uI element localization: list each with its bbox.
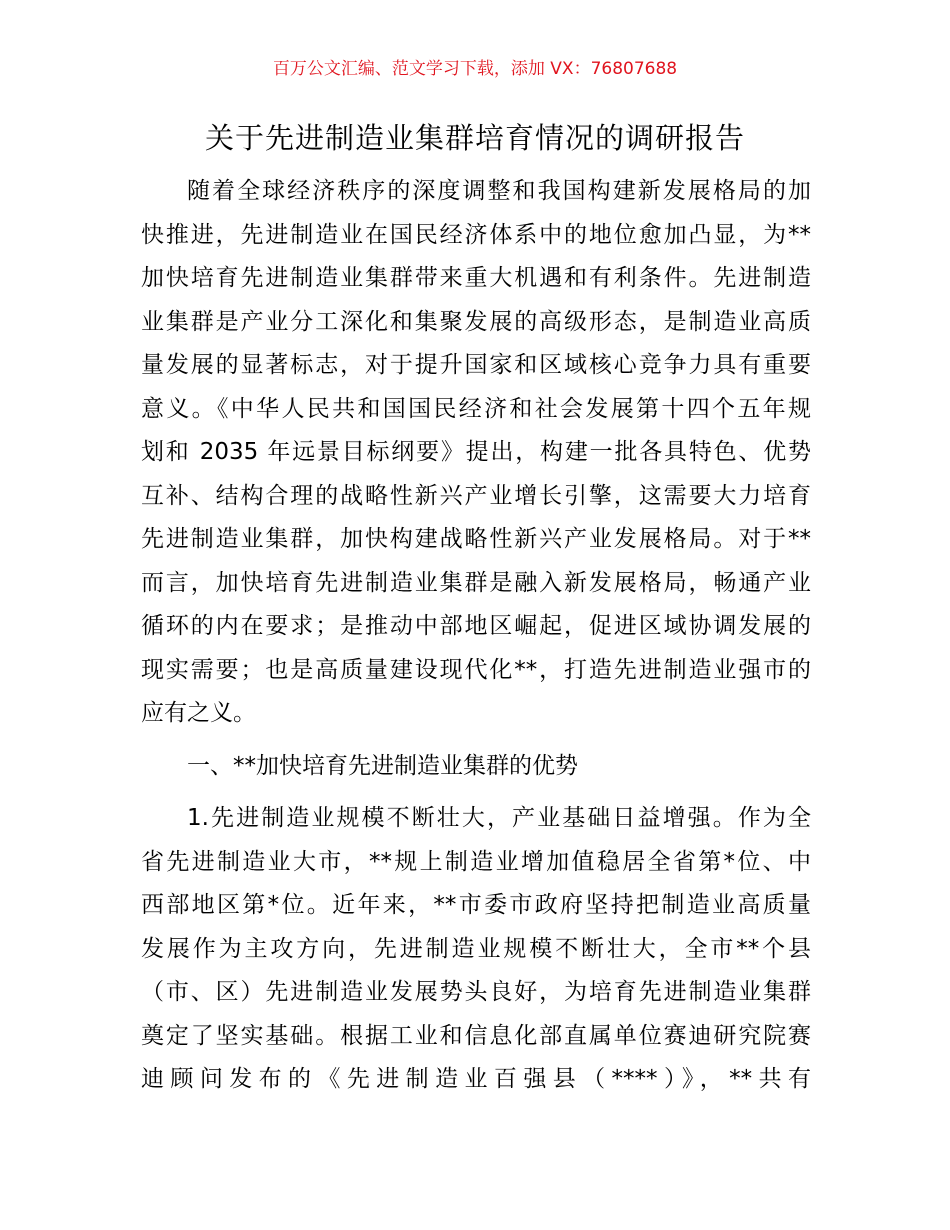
intro-paragraph [141, 170, 811, 736]
section-paragraph [141, 797, 811, 1102]
paragraph-line: 先进制造业集群，加快构建战略性新兴产业发展格局。对于** [141, 526, 811, 552]
paragraph-line: 互补、结构合理的战略性新兴产业增长引擎，这需要大力培育 [141, 482, 811, 509]
paragraph-line: 意义。《中华人民共和国国民经济和社会发展第十四个五年规 [141, 395, 811, 422]
paragraph-line: 省先进制造业大市，**规上制造业增加值稳居全省第*位、中 [141, 848, 811, 875]
paragraph-line: 循环的内在要求；是推动中部地区崛起，促进区域协调发展的 [141, 613, 811, 639]
paragraph-line: 发展作为主攻方向，先进制造业规模不断壮大，全市**个县 [141, 935, 811, 962]
paragraph-line: 而言，加快培育先进制造业集群是融入新发展格局，畅通产业 [141, 569, 811, 596]
paragraph-line: 随着全球经济秩序的深度调整和我国构建新发展格局的加 [187, 178, 811, 204]
paragraph-line: 奠定了坚实基础。根据工业和信息化部直属单位赛迪研究院赛 [141, 1022, 811, 1049]
paragraph-line: 1.先进制造业规模不断壮大，产业基础日益增强。作为全 [187, 805, 811, 831]
document-title: 关于先进制造业集群培育情况的调研报告 [204, 121, 745, 155]
paragraph-line: 业集群是产业分工深化和集聚发展的高级形态，是制造业高质 [141, 308, 811, 335]
paragraph-line: 迪顾问发布的《先进制造业百强县（****）》，**共有 [141, 1066, 811, 1092]
paragraph-line: 应有之义。 [141, 700, 256, 726]
paragraph-line: 量发展的显著标志，对于提升国家和区域核心竞争力具有重要 [141, 352, 811, 378]
paragraph-line: 现实需要；也是高质量建设现代化**，打造先进制造业强市的 [141, 656, 811, 683]
paragraph-line: 划和 2035 年远景目标纲要》提出，构建一批各具特色、优势 [141, 439, 811, 465]
paragraph-line: 快推进，先进制造业在国民经济体系中的地位愈加凸显，为** [141, 221, 811, 248]
header-banner: 百万公文汇编、范文学习下载，添加 VX：76807688 [272, 59, 678, 79]
paragraph-line: 加快培育先进制造业集群带来重大机遇和有利条件。先进制造 [141, 265, 811, 291]
section-heading: 一、**加快培育先进制造业集群的优势 [187, 753, 578, 779]
paragraph-line: （市、区）先进制造业发展势头良好，为培育先进制造业集群 [141, 979, 811, 1005]
paragraph-line: 西部地区第*位。近年来，**市委市政府坚持把制造业高质量 [141, 892, 811, 918]
